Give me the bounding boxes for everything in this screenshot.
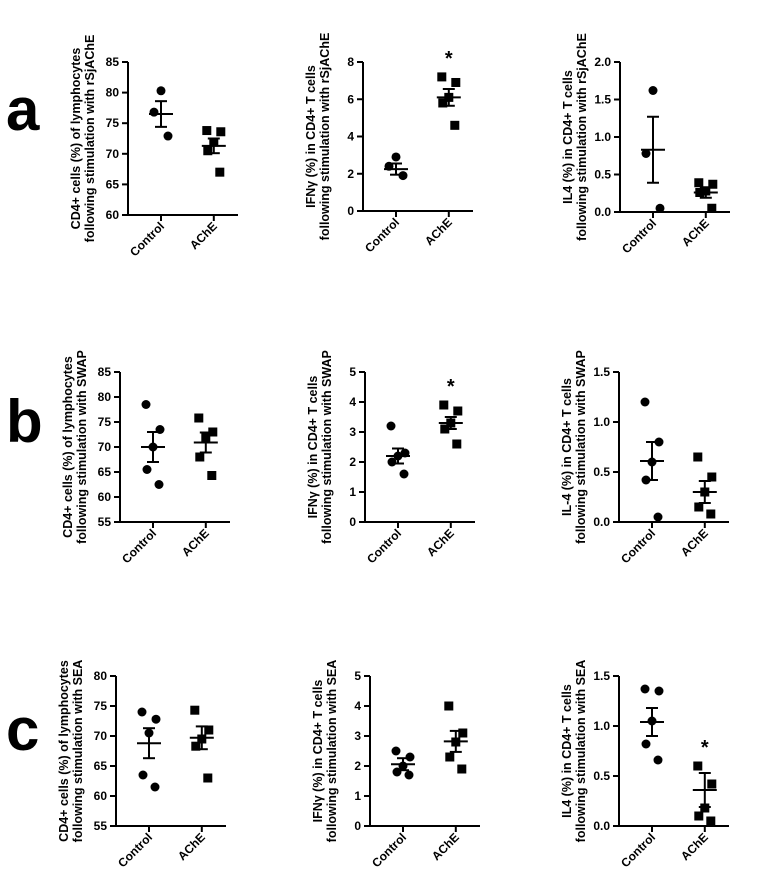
data-point-ache: [215, 168, 224, 177]
y-tick-label: 65: [105, 177, 119, 192]
data-point-ache: [458, 729, 467, 738]
x-tick-label-ache: AChE: [677, 830, 711, 864]
y-axis-title-line1: IFNγ (%) in CD4+ T cells: [304, 65, 318, 208]
x-tick-label-ache: AChE: [178, 526, 212, 560]
data-point-ache: [452, 440, 461, 449]
y-tick-label: 0.5: [594, 167, 611, 182]
data-point-ache: [194, 414, 203, 423]
x-tick-label-ache: AChE: [423, 526, 457, 560]
y-axis-title-line2: following stimulation with rSjAChE: [83, 34, 97, 243]
data-point-ache: [439, 401, 448, 410]
panel-letter-c: c: [6, 696, 40, 763]
data-point-control: [392, 747, 401, 756]
data-point-ache: [457, 765, 466, 774]
data-point-control: [155, 480, 164, 489]
x-tick-label-control: Control: [119, 526, 160, 567]
y-tick-label: 75: [93, 699, 107, 713]
data-point-ache: [203, 774, 212, 783]
y-tick-label: 4: [349, 395, 356, 409]
y-tick-label: 1: [349, 485, 356, 499]
data-point-control: [143, 465, 152, 474]
y-axis-title-line2: following stimulation with SWAP: [574, 350, 588, 544]
data-point-ache: [706, 817, 715, 826]
x-tick-label-control: Control: [364, 526, 405, 567]
y-axis-title-line1: IL-4 (%) in CD4+ T cells: [560, 378, 574, 516]
significance-asterisk: *: [444, 47, 453, 70]
y-tick-label: 1.5: [593, 365, 610, 379]
y-tick-label: 1.0: [594, 130, 611, 144]
y-tick-label: 1.0: [593, 719, 610, 733]
x-tick-label-control: Control: [619, 216, 660, 257]
data-point-control: [142, 400, 151, 409]
panel-letter-a: a: [6, 76, 40, 143]
data-point-ache: [707, 204, 716, 213]
y-tick-label: 55: [93, 819, 107, 833]
y-tick-label: 2: [347, 166, 354, 181]
y-tick-label: 80: [93, 669, 107, 683]
data-point-ache: [694, 178, 703, 187]
x-tick-label-ache: AChE: [428, 830, 462, 864]
significance-asterisk: *: [446, 376, 455, 398]
y-tick-label: 65: [97, 465, 111, 479]
data-point-control: [656, 204, 665, 213]
data-point-control: [641, 398, 650, 407]
y-tick-label: 65: [93, 759, 107, 773]
y-tick-label: 70: [105, 146, 119, 161]
y-axis-title-line1: IL4 (%) in CD4+ T cells: [561, 70, 575, 204]
y-tick-label: 60: [97, 490, 111, 504]
data-point-control: [388, 458, 397, 467]
x-tick-label-ache: AChE: [421, 215, 455, 249]
data-point-control: [642, 740, 651, 749]
y-tick-label: 1.5: [593, 669, 610, 683]
data-point-ache: [693, 453, 702, 462]
x-tick-label-ache: AChE: [174, 830, 208, 864]
data-point-ache: [190, 706, 199, 715]
data-point-ache: [195, 453, 204, 462]
x-tick-label-ache: AChE: [678, 216, 712, 250]
y-tick-label: 2: [354, 759, 361, 773]
y-axis-title-line2: following stimulation with rSjAChE: [318, 32, 332, 241]
data-point-ache: [445, 753, 454, 762]
data-point-ache: [437, 72, 446, 81]
data-point-control: [654, 513, 663, 522]
data-point-ache: [693, 762, 702, 771]
y-tick-label: 4: [354, 699, 361, 713]
data-point-control: [406, 753, 415, 762]
y-tick-label: 0: [354, 819, 361, 833]
x-tick-label-control: Control: [618, 830, 659, 871]
data-point-control: [649, 86, 658, 95]
data-point-control: [387, 422, 396, 431]
data-point-ache: [450, 121, 459, 130]
data-point-control: [151, 783, 160, 792]
y-axis-title-line1: CD4+ cells (%) of lymphocytes: [61, 356, 75, 538]
y-tick-label: 1: [354, 789, 361, 803]
y-tick-label: 1.0: [593, 415, 610, 429]
data-point-ache: [207, 471, 216, 480]
data-point-control: [139, 771, 148, 780]
y-tick-label: 0: [347, 204, 354, 218]
y-axis-title-line2: following stimulation with SWAP: [320, 350, 334, 544]
data-point-control: [392, 152, 401, 161]
data-point-control: [157, 86, 166, 95]
data-point-control: [654, 756, 663, 765]
y-axis-title-line2: following stimulation with rSjAChE: [575, 33, 589, 241]
y-tick-label: 0.0: [593, 515, 610, 529]
data-point-ache: [694, 812, 703, 821]
y-tick-label: 55: [97, 515, 111, 529]
y-tick-label: 5: [354, 669, 361, 683]
y-tick-label: 60: [93, 789, 107, 803]
y-tick-label: 0: [349, 515, 356, 529]
x-tick-label-ache: AChE: [186, 219, 220, 253]
data-point-control: [405, 771, 414, 780]
y-tick-label: 6: [347, 92, 354, 107]
y-tick-label: 1.5: [594, 92, 611, 107]
y-tick-label: 70: [97, 440, 111, 454]
y-tick-label: 3: [349, 425, 356, 439]
data-point-ache: [453, 407, 462, 416]
panel-letter-b: b: [6, 388, 43, 455]
y-tick-label: 85: [105, 55, 119, 69]
data-point-control: [393, 768, 402, 777]
y-axis-title-line1: IL4 (%) in CD4+ T cells: [560, 684, 574, 818]
y-tick-label: 2: [349, 455, 356, 469]
y-axis-title-line2: following stimulation with SEA: [574, 659, 588, 843]
y-tick-label: 0.5: [593, 465, 610, 479]
y-tick-label: 60: [105, 208, 119, 222]
x-tick-label-control: Control: [362, 215, 403, 256]
x-tick-label-control: Control: [618, 526, 659, 567]
data-point-control: [655, 687, 664, 696]
significance-asterisk: *: [700, 737, 709, 759]
y-tick-label: 0.0: [593, 819, 610, 833]
x-tick-label-control: Control: [127, 219, 168, 260]
data-point-control: [152, 715, 161, 724]
y-tick-label: 85: [97, 365, 111, 379]
y-tick-label: 8: [347, 55, 354, 69]
data-point-control: [400, 470, 409, 479]
y-axis-title-line2: following stimulation with SEA: [71, 659, 85, 843]
data-point-control: [138, 708, 147, 717]
data-point-control: [641, 685, 650, 694]
data-point-control: [150, 108, 159, 117]
data-point-ache: [202, 126, 211, 135]
x-tick-label-ache: AChE: [677, 526, 711, 560]
y-tick-label: 2.0: [594, 55, 611, 69]
y-tick-label: 0.5: [593, 769, 610, 783]
y-tick-label: 80: [97, 390, 111, 404]
y-tick-label: 0.0: [594, 205, 611, 219]
data-point-ache: [216, 127, 225, 136]
y-axis-title-line1: IFNγ (%) in CD4+ T cells: [306, 375, 320, 519]
y-axis-title-line2: following stimulation with SWAP: [75, 350, 89, 544]
y-axis-title-line1: CD4+ cells (%) of lymphocytes: [69, 47, 83, 230]
y-tick-label: 5: [349, 365, 356, 379]
y-tick-label: 70: [93, 729, 107, 743]
x-tick-label-control: Control: [115, 830, 156, 871]
x-tick-label-control: Control: [369, 830, 410, 871]
data-point-ache: [444, 702, 453, 711]
data-point-ache: [706, 510, 715, 519]
y-axis-title-line2: following stimulation with SEA: [325, 659, 339, 843]
y-axis-title-line1: CD4+ cells (%) of lymphocytes: [57, 660, 71, 842]
y-tick-label: 4: [347, 129, 354, 144]
data-point-control: [164, 132, 173, 141]
data-point-ache: [451, 78, 460, 87]
y-axis-title-line1: IFNγ (%) in CD4+ T cells: [311, 679, 325, 823]
y-tick-label: 3: [354, 729, 361, 743]
y-tick-label: 80: [105, 85, 119, 100]
data-point-ache: [707, 780, 716, 789]
y-tick-label: 75: [105, 116, 119, 131]
y-tick-label: 75: [97, 415, 111, 429]
